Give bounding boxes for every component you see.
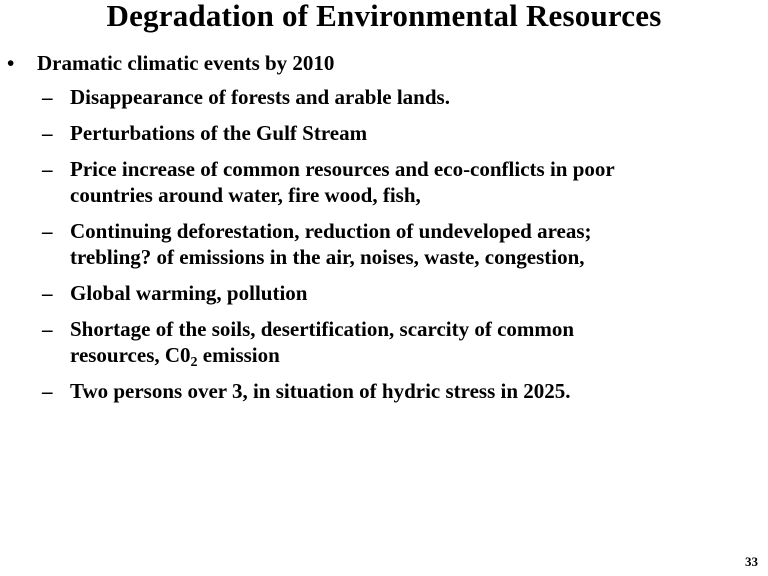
sub-item-text: Two persons over 3, in situation of hydric stress in 2025.	[70, 379, 571, 403]
sub-item	[0, 378, 768, 404]
sub-item-text-line-1: Price increase of common resources and eco-conflicts in poor	[70, 157, 615, 181]
subscript-two: 2	[190, 355, 198, 370]
sub-item-text: Global warming, pollution	[70, 281, 308, 305]
dash-icon: –	[42, 121, 53, 145]
dash-icon: –	[42, 85, 53, 109]
sub-item-text: Disappearance of forests and arable lands.	[70, 85, 450, 109]
page-number: 33	[745, 554, 758, 569]
line-text-start: resources, C0	[70, 343, 191, 367]
sub-item	[0, 156, 768, 208]
sub-item	[0, 218, 768, 270]
sub-item-text-line-1: Shortage of the soils, desertification, scarcity of common	[70, 317, 575, 341]
sub-item	[0, 280, 768, 306]
sub-item-text-line-2: countries around water, fire wood, fish,	[70, 183, 421, 207]
slide-title: Degradation of Environmental Resources	[106, 0, 662, 33]
bullet-icon: •	[7, 51, 15, 75]
bullet-item	[0, 50, 768, 84]
sub-item	[0, 316, 768, 368]
bullet-text: Dramatic climatic events by 2010	[37, 51, 335, 75]
sub-item-text-line-1: Continuing deforestation, reduction of undeveloped areas;	[70, 219, 592, 243]
bullet-list	[0, 50, 768, 414]
dash-icon: –	[42, 379, 53, 403]
dash-icon: –	[42, 281, 53, 305]
sub-list	[0, 84, 768, 404]
line-text-end: emission	[197, 343, 280, 367]
sub-item	[0, 120, 768, 146]
dash-icon: –	[42, 317, 53, 341]
sub-item-text-line-2	[70, 342, 750, 368]
dash-icon: –	[42, 219, 53, 243]
sub-item-text: Perturbations of the Gulf Stream	[70, 121, 368, 145]
dash-icon: –	[42, 157, 53, 181]
sub-item-text-line-2: trebling? of emissions in the air, noises, waste, congestion,	[70, 245, 585, 269]
sub-item	[0, 84, 768, 110]
